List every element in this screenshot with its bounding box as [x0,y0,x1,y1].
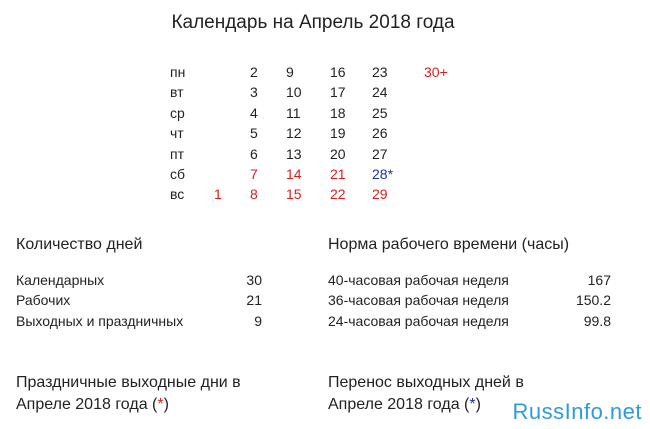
calendar-date: 3 [250,84,258,100]
calendar-date: 17 [330,84,346,100]
calendar-date: 10 [286,84,302,100]
work-norm-row-36 [328,292,611,308]
calendar-date: 5 [250,125,258,141]
weekday-label: вс [170,186,185,202]
weekday-label: пт [170,146,184,162]
calendar-date: 20 [330,146,346,162]
calendar-date: 14 [286,166,302,182]
transfer-title-suffix: ) [475,396,481,413]
weekday-label: ср [170,105,185,121]
calendar-date: 22 [330,186,346,202]
calendar-date: 7 [250,166,258,182]
row-label: 40-часовая рабочая неделя [328,272,509,288]
weekday-label: пн [170,64,186,80]
row-label: Рабочих [16,292,71,308]
calendar-date: 9 [286,64,294,80]
calendar-date: 15 [286,186,302,202]
row-value: 99.8 [583,313,611,329]
holidays-title-suffix: ) [163,396,169,413]
calendar-date: 1 [214,186,222,202]
calendar-date: 16 [330,64,346,80]
row-label: 24-часовая рабочая неделя [328,313,509,329]
holidays-title-line1: Праздничные выходные дни в [16,374,241,391]
calendar-date: 8 [250,186,258,202]
row-label: Выходных и праздничных [16,313,184,329]
calendar-date: 4 [250,105,258,121]
holidays-section-title [16,372,241,416]
calendar-date: 19 [330,125,346,141]
days-count-row-weekends [16,313,262,329]
row-label: Календарных [16,272,105,288]
calendar-date: 25 [372,105,388,121]
weekday-label: вт [170,84,184,100]
transfer-section-title [328,372,524,416]
calendar-date: 30+ [424,64,448,80]
calendar-date: 2 [250,64,258,80]
holidays-title-line2 [16,394,241,416]
work-norm-title: Норма рабочего времени (часы) [328,236,570,253]
row-label: 36-часовая рабочая неделя [328,292,509,308]
row-value: 9 [254,313,262,329]
calendar-date: 12 [286,125,302,141]
row-value: 30 [246,272,262,288]
row-value: 167 [587,272,611,288]
transfer-title-line2 [328,394,524,416]
row-value: 150.2 [575,292,611,308]
calendar-date: 27 [372,146,388,162]
site-watermark: RussInfo.net [512,399,642,424]
calendar-date: 13 [286,146,302,162]
transfer-title-line1: Перенос выходных дней в [328,374,524,391]
days-count-row-working [16,292,262,308]
calendar-date: 18 [330,105,346,121]
work-norm-row-40 [328,272,611,288]
weekday-label: чт [170,125,184,141]
calendar-date: 28* [372,166,394,182]
calendar-date: 26 [372,125,388,141]
days-count-row-calendar [16,272,262,288]
weekday-label: сб [170,166,186,182]
transfer-marker: * [469,396,476,413]
page-title: Календарь на Апрель 2018 года [171,12,455,33]
holidays-title-prefix: Апреле 2018 года ( [16,396,158,413]
calendar-grid [0,64,650,214]
row-value: 21 [246,292,262,308]
calendar-date: 23 [372,64,388,80]
work-norm-row-24 [328,313,611,329]
holiday-marker: * [157,396,164,413]
calendar-date: 24 [372,84,388,100]
calendar-date: 6 [250,146,258,162]
transfer-title-prefix: Апреле 2018 года ( [328,396,470,413]
calendar-date: 29 [372,186,388,202]
days-count-title: Количество дней [16,236,143,253]
calendar-date: 21 [330,166,346,182]
calendar-date: 11 [286,105,301,121]
